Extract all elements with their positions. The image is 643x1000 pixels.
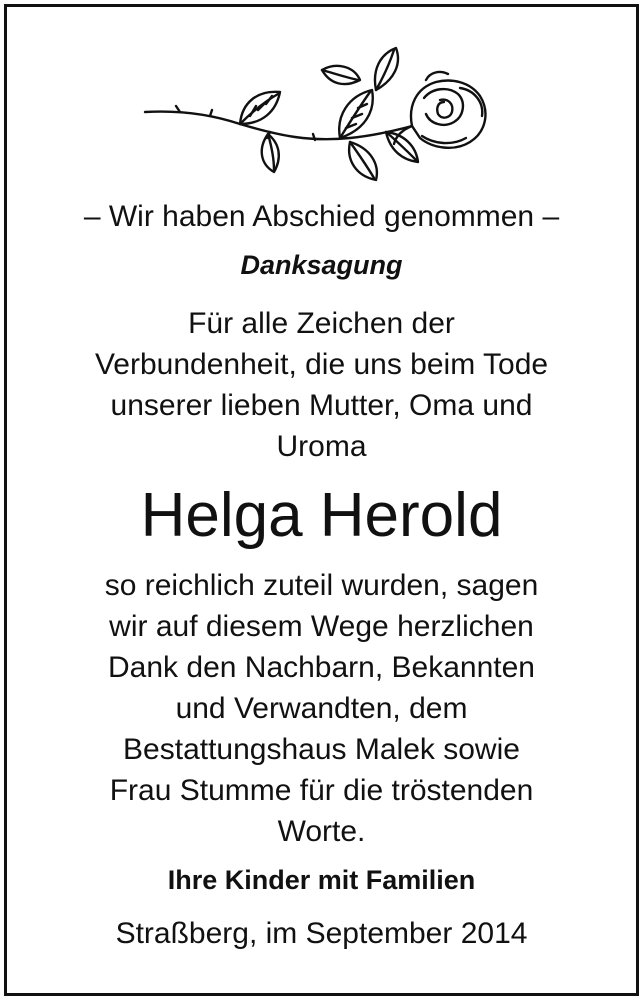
intro-line: Für alle Zeichen der [188, 307, 455, 340]
intro-text [0, 303, 643, 467]
body-line: und Verwandten, dem [175, 692, 468, 725]
deceased-name: Helga Herold [140, 481, 503, 550]
body-line: Dank den Nachbarn, Bekannten [108, 651, 535, 684]
body-line: Worte. [277, 815, 366, 848]
intro-line: Uroma [276, 430, 367, 463]
intro-line: unserer lieben Mutter, Oma und [110, 389, 533, 422]
headline: – Wir haben Abschied genommen – [83, 200, 560, 233]
intro-line: Verbundenheit, die uns beim Tode [94, 348, 549, 381]
body-line: Bestattungshaus Malek sowie [123, 733, 520, 766]
body-line: Frau Stumme für die tröstenden [109, 774, 534, 807]
body-line: so reichlich zuteil wurden, sagen [104, 569, 539, 602]
subtitle: Danksagung [240, 250, 403, 280]
place-date: Straßberg, im September 2014 [115, 917, 528, 950]
body-line: wir auf diesem Wege herzlichen [109, 610, 534, 643]
signature: Ihre Kinder mit Familien [167, 865, 476, 895]
body-text [0, 565, 643, 852]
rose-icon [140, 40, 500, 200]
